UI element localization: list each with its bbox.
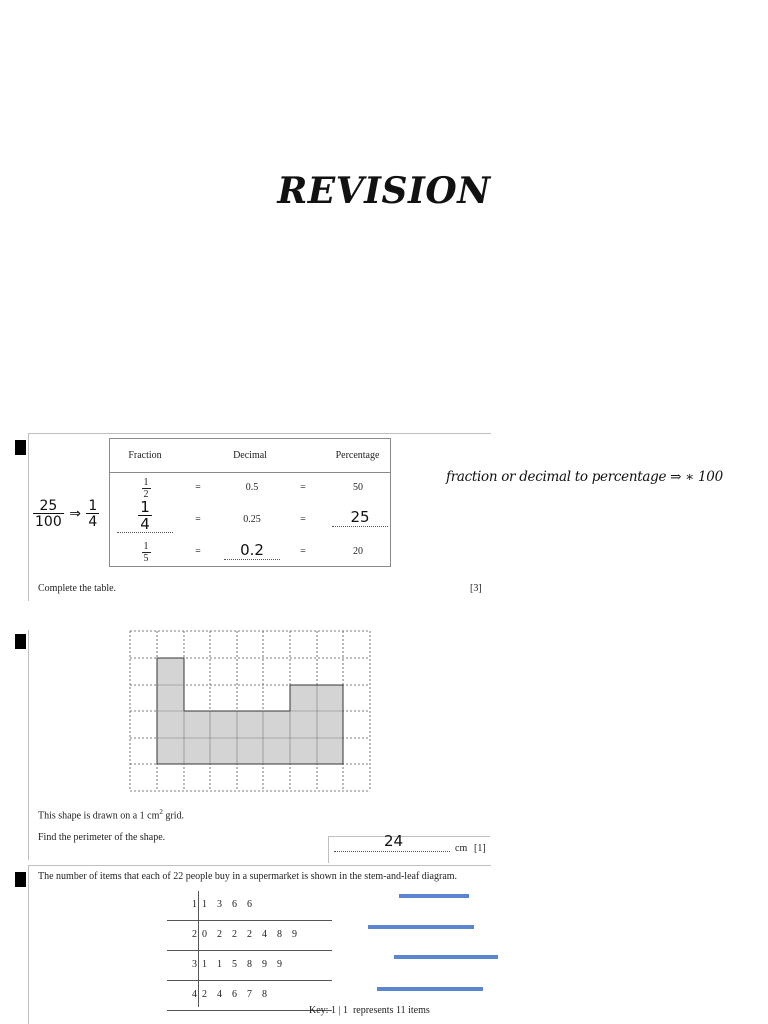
answer-fraction-quarter: $\frac{1}{4}$ [117, 500, 173, 533]
table-header-row [110, 439, 390, 473]
percentage-value: 50 [353, 482, 363, 493]
stem-and-leaf-diagram [167, 891, 332, 1011]
stem-row [167, 981, 332, 1011]
fraction-half: $\frac{1}{2}$ [143, 477, 149, 500]
decimal-value: 0.5 [245, 482, 259, 493]
stem-row [167, 891, 332, 921]
leaf-values: 2 4 6 7 8 [202, 989, 267, 1000]
answer-percentage: 25 [332, 508, 388, 527]
percentage-value: 20 [353, 546, 363, 557]
question-3-bullet [15, 872, 26, 887]
stem-row [167, 921, 332, 951]
question-2-caption: This shape is drawn on a 1 $cm^2$ grid. [38, 808, 184, 822]
equals-sign: = [195, 546, 201, 557]
equals-sign: = [300, 514, 306, 525]
blue-annotation-bar [377, 987, 483, 991]
perimeter-answer: 24 [384, 832, 404, 850]
answer-decimal: 0.2 [224, 541, 280, 560]
answer-dotted-line [334, 850, 450, 852]
answer-box-top-border [328, 836, 490, 837]
question-1-instruction: Complete the table. [38, 583, 117, 594]
leaf-values: 1 1 5 8 9 9 [202, 959, 282, 970]
decimal-value: 0.25 [243, 514, 261, 525]
stem-leaf-key: Key: 1 | 1 represents 11 items [309, 1005, 430, 1016]
blue-annotation-bar [368, 925, 474, 929]
answer-box-left-border [328, 836, 329, 863]
blue-annotation-bar [394, 955, 498, 959]
question-2-instruction: Find the perimeter of the shape. [38, 832, 166, 843]
equals-sign: = [300, 482, 306, 493]
question-2-marks: [1] [474, 843, 486, 854]
question-2-left-border [28, 630, 29, 860]
question-1-top-border [28, 433, 491, 434]
equals-sign: = [195, 482, 201, 493]
equals-sign: = [300, 546, 306, 557]
stem-value: 1 [192, 899, 197, 910]
fraction-decimal-percentage-table [109, 438, 391, 567]
question-1-marks: [3] [470, 583, 482, 594]
question-3-intro: The number of items that each of 22 people buy in a supermarket is shown in the stem-and-leaf diagram. [38, 871, 458, 882]
shape-grid [129, 630, 372, 793]
stem-value: 2 [192, 929, 197, 940]
stem-row [167, 951, 332, 981]
header-percentage: Percentage [335, 450, 380, 461]
header-decimal: Decimal [233, 450, 267, 461]
stem-value: 3 [192, 959, 197, 970]
answer-unit: cm [455, 843, 468, 854]
question-2-bullet [15, 634, 26, 649]
question-1-left-border [28, 433, 29, 601]
side-working-equation: $\frac{25}{100}$ ⇒ $\frac{1}{4}$ [35, 498, 98, 530]
leaf-values: 0 2 2 2 4 8 9 [202, 929, 297, 940]
page-title: REVISION [277, 170, 491, 212]
question-1-bullet [15, 440, 26, 455]
leaf-values: 1 3 6 6 [202, 899, 252, 910]
conversion-note: fraction or decimal to percentage ⇒ ∗ 100 [446, 469, 723, 485]
blue-annotation-bar [399, 894, 469, 898]
fraction-fifth: $\frac{1}{5}$ [143, 541, 149, 564]
question-3-left-border [28, 865, 29, 1024]
question-3-top-border [28, 865, 491, 866]
header-fraction: Fraction [128, 450, 162, 461]
equals-sign: = [195, 514, 201, 525]
stem-value: 4 [192, 989, 197, 1000]
